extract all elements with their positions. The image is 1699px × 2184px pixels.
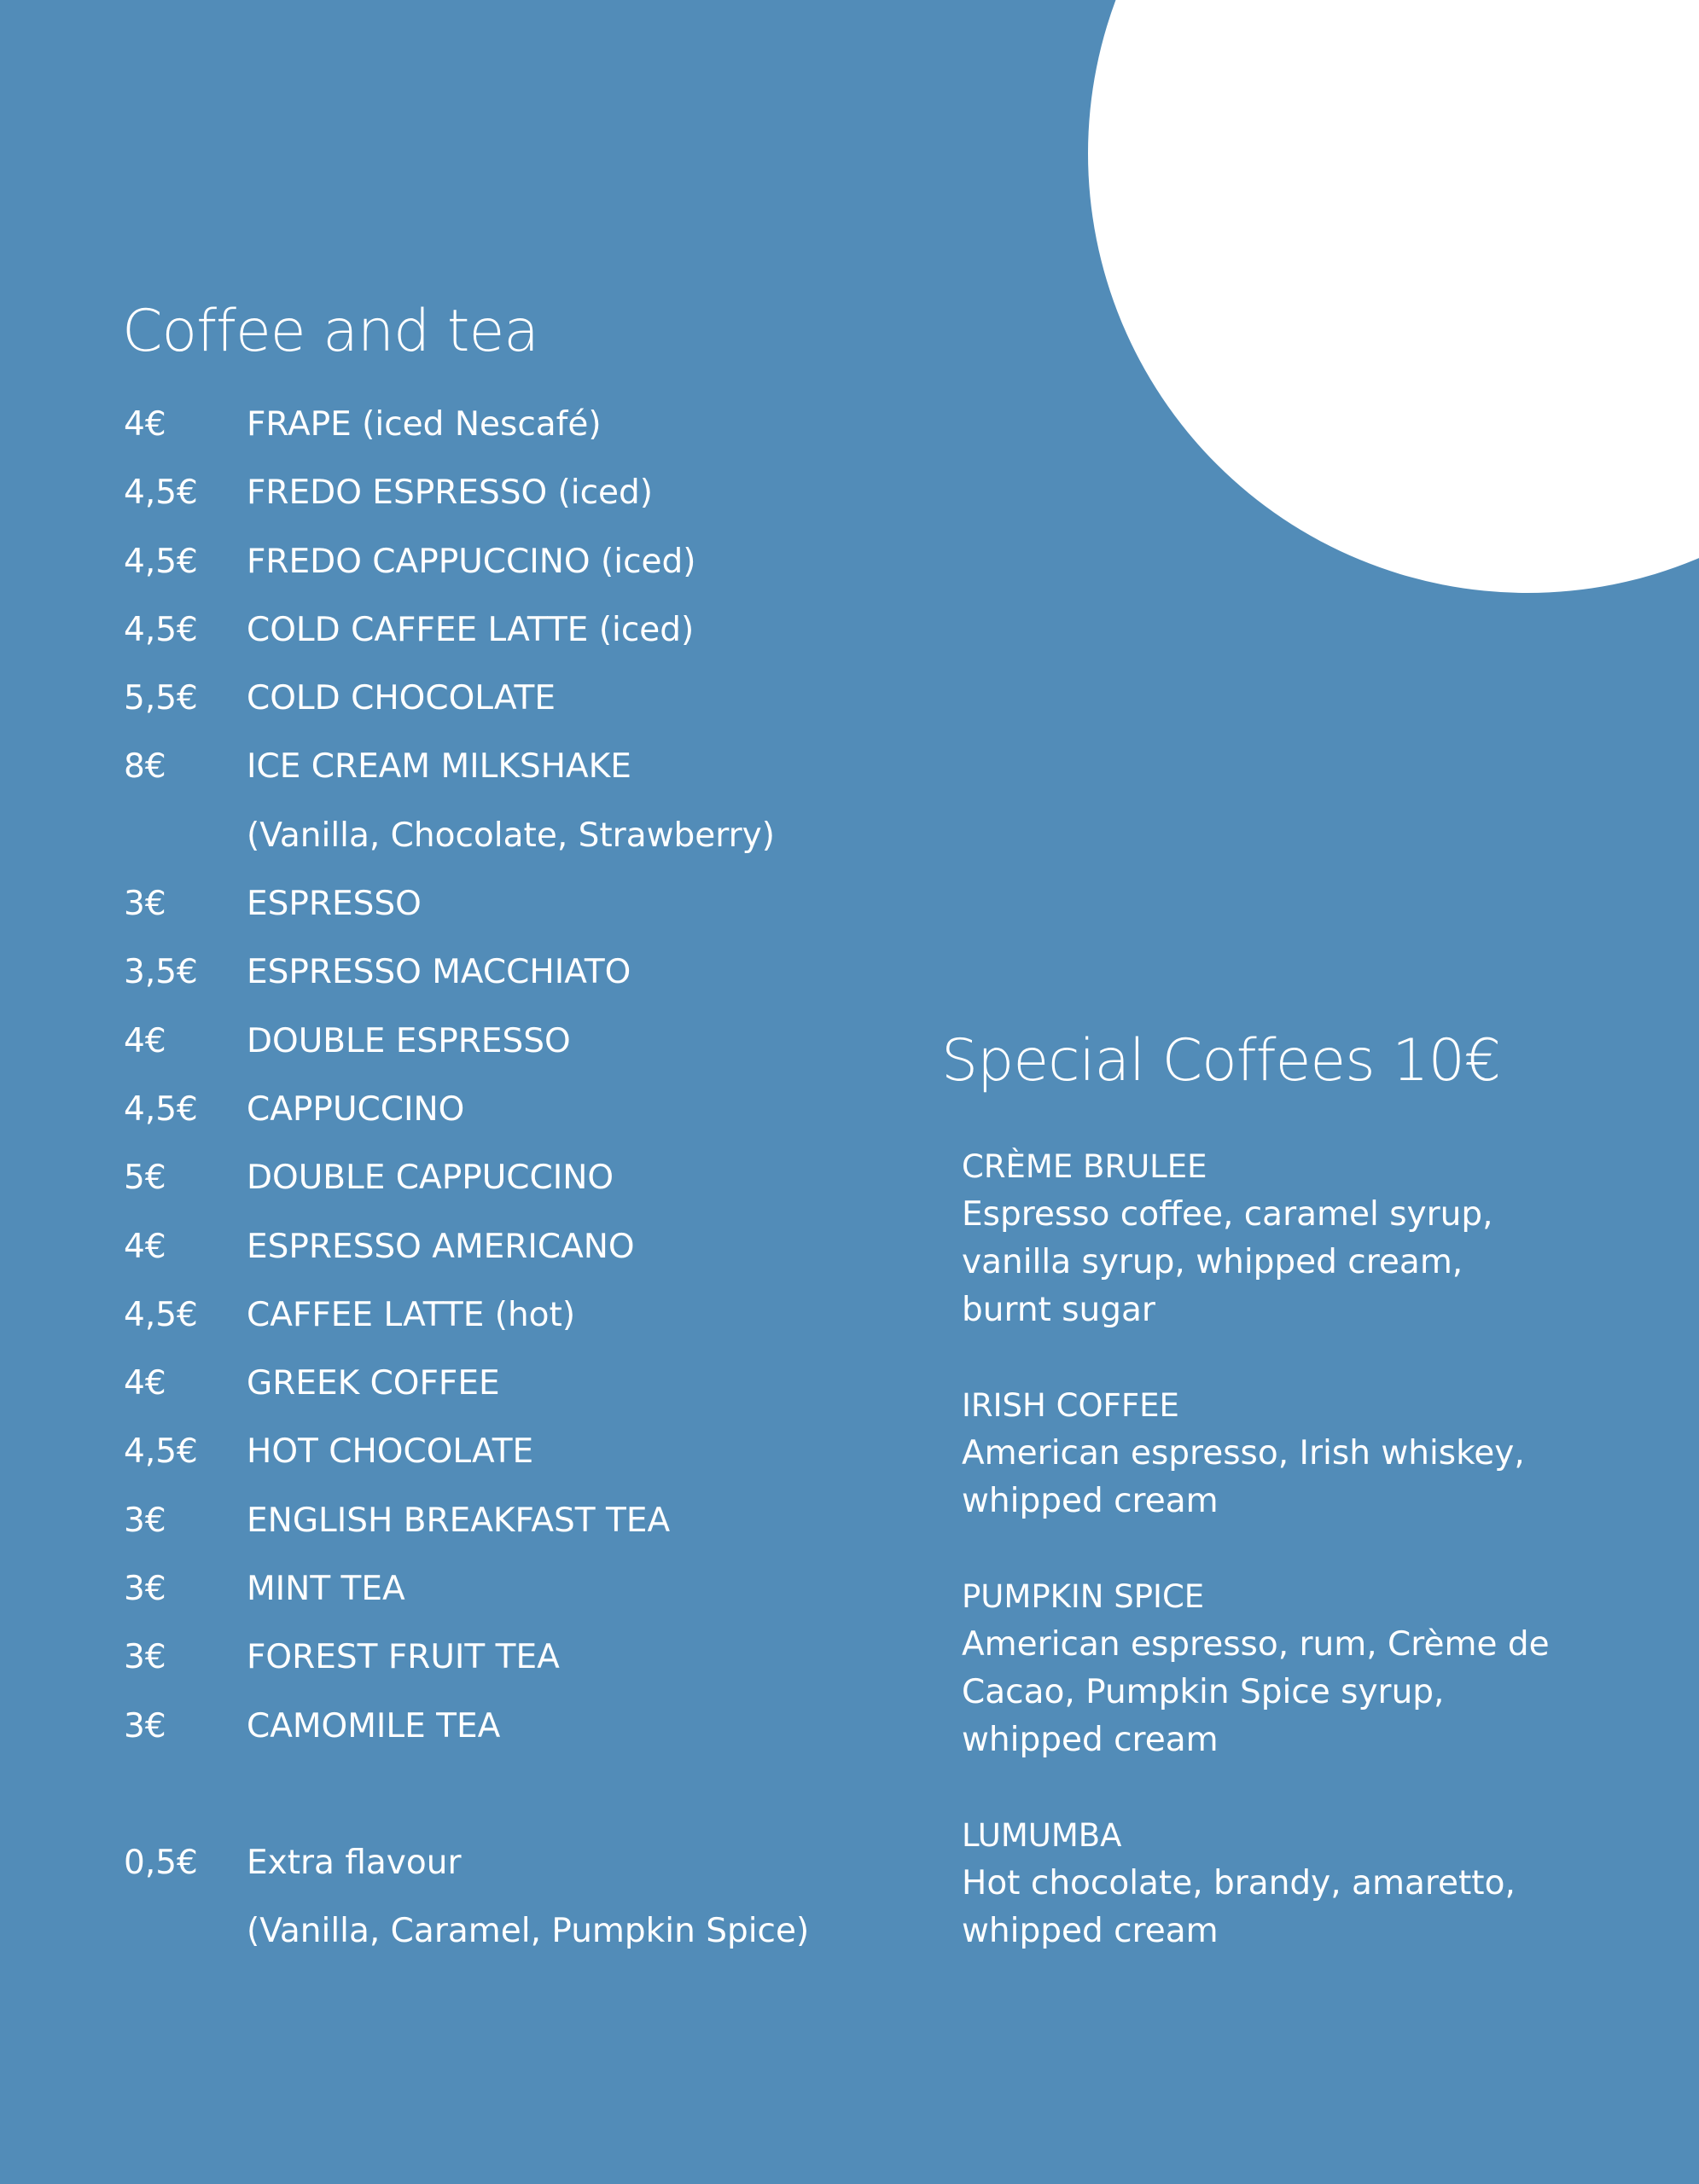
menu-item — [124, 1565, 858, 1634]
item-price: 5€ — [124, 1159, 166, 1198]
item-name: FREDO CAPPUCCINO (iced) — [247, 542, 696, 581]
item-name: CAMOMILE TEA — [247, 1706, 501, 1745]
special-description: Hot chocolate, brandy, amaretto, whipped cream — [962, 1864, 1516, 1950]
menu-item — [124, 880, 858, 949]
item-price: 3€ — [124, 1638, 166, 1677]
item-price: 4,5€ — [124, 1432, 198, 1472]
menu-item — [124, 538, 858, 607]
menu-item — [124, 1223, 858, 1292]
special-item — [962, 1812, 1559, 1955]
item-options: (Vanilla, Caramel, Pumpkin Spice) — [247, 1912, 810, 1951]
list-spacer — [124, 1771, 858, 1839]
special-name: IRISH COFFEE — [962, 1387, 1179, 1424]
menu-item — [124, 743, 858, 811]
menu-item — [124, 675, 858, 743]
special-item — [962, 1573, 1559, 1764]
item-name: ICE CREAM MILKSHAKE — [247, 747, 631, 787]
special-description: Espresso coffee, caramel syrup, vanilla syrup, whipped cream, burnt sugar — [962, 1195, 1493, 1329]
item-name: GREEK COFFEE — [247, 1364, 500, 1403]
menu-item — [124, 1360, 858, 1428]
decorative-circle — [1088, 0, 1699, 593]
item-name: FOREST FRUIT TEA — [247, 1638, 560, 1677]
menu-item — [124, 949, 858, 1017]
item-name: MINT TEA — [247, 1570, 405, 1609]
menu-item — [124, 607, 858, 675]
item-name: ESPRESSO — [247, 885, 422, 924]
menu-item — [124, 469, 858, 537]
menu-item — [124, 1497, 858, 1565]
coffee-and-tea-list — [124, 401, 858, 1977]
extra-item — [124, 1908, 858, 1976]
item-name: ESPRESSO AMERICANO — [247, 1227, 635, 1266]
item-price: 4,5€ — [124, 610, 198, 649]
item-price: 4€ — [124, 1364, 166, 1403]
item-name: ENGLISH BREAKFAST TEA — [247, 1501, 671, 1540]
item-name: Extra flavour — [247, 1843, 462, 1882]
coffee-and-tea-title: Coffee and tea — [122, 298, 538, 365]
special-description: American espresso, rum, Crème de Cacao, Pumpkin Spice syrup, whipped cream — [962, 1625, 1550, 1759]
item-price: 0,5€ — [124, 1843, 198, 1882]
item-price: 3€ — [124, 885, 166, 924]
menu-item — [124, 1018, 858, 1086]
item-price: 4,5€ — [124, 473, 198, 513]
special-description: American espresso, Irish whiskey, whipped cream — [962, 1434, 1525, 1520]
menu-item — [124, 1634, 858, 1702]
item-price: 5,5€ — [124, 679, 198, 718]
item-name: DOUBLE ESPRESSO — [247, 1021, 571, 1060]
menu-item — [124, 1086, 858, 1154]
item-name: DOUBLE CAPPUCCINO — [247, 1159, 614, 1198]
item-name: HOT CHOCOLATE — [247, 1432, 534, 1472]
menu-item — [124, 401, 858, 469]
item-name: CAFFEE LATTE (hot) — [247, 1295, 576, 1334]
item-options: (Vanilla, Chocolate, Strawberry) — [247, 816, 775, 855]
item-name: COLD CAFFEE LATTE (iced) — [247, 610, 695, 649]
menu-item — [124, 1428, 858, 1496]
item-name: COLD CHOCOLATE — [247, 679, 556, 718]
item-name: ESPRESSO MACCHIATO — [247, 953, 631, 992]
item-price: 8€ — [124, 747, 166, 787]
item-price: 4€ — [124, 405, 166, 444]
special-coffees-list — [962, 1143, 1559, 2003]
item-name: FRAPE (iced Nescafé) — [247, 405, 602, 444]
item-name: FREDO ESPRESSO (iced) — [247, 473, 654, 513]
menu-item — [124, 812, 858, 880]
special-name: PUMPKIN SPICE — [962, 1578, 1205, 1615]
item-price: 4,5€ — [124, 542, 198, 581]
special-coffees-title: Special Coffees 10€ — [941, 1027, 1501, 1095]
item-price: 4€ — [124, 1227, 166, 1266]
extra-item — [124, 1839, 858, 1908]
special-item — [962, 1143, 1559, 1334]
special-name: LUMUMBA — [962, 1817, 1122, 1854]
menu-item — [124, 1703, 858, 1771]
item-price: 3€ — [124, 1570, 166, 1609]
menu-item — [124, 1154, 858, 1223]
item-name: CAPPUCCINO — [247, 1089, 465, 1129]
item-price: 4,5€ — [124, 1295, 198, 1334]
item-price: 4,5€ — [124, 1089, 198, 1129]
item-price: 3€ — [124, 1706, 166, 1745]
special-item — [962, 1382, 1559, 1525]
menu-item — [124, 1292, 858, 1360]
item-price: 4€ — [124, 1021, 166, 1060]
item-price: 3,5€ — [124, 953, 198, 992]
item-price: 3€ — [124, 1501, 166, 1540]
special-name: CRÈME BRULEE — [962, 1148, 1207, 1185]
